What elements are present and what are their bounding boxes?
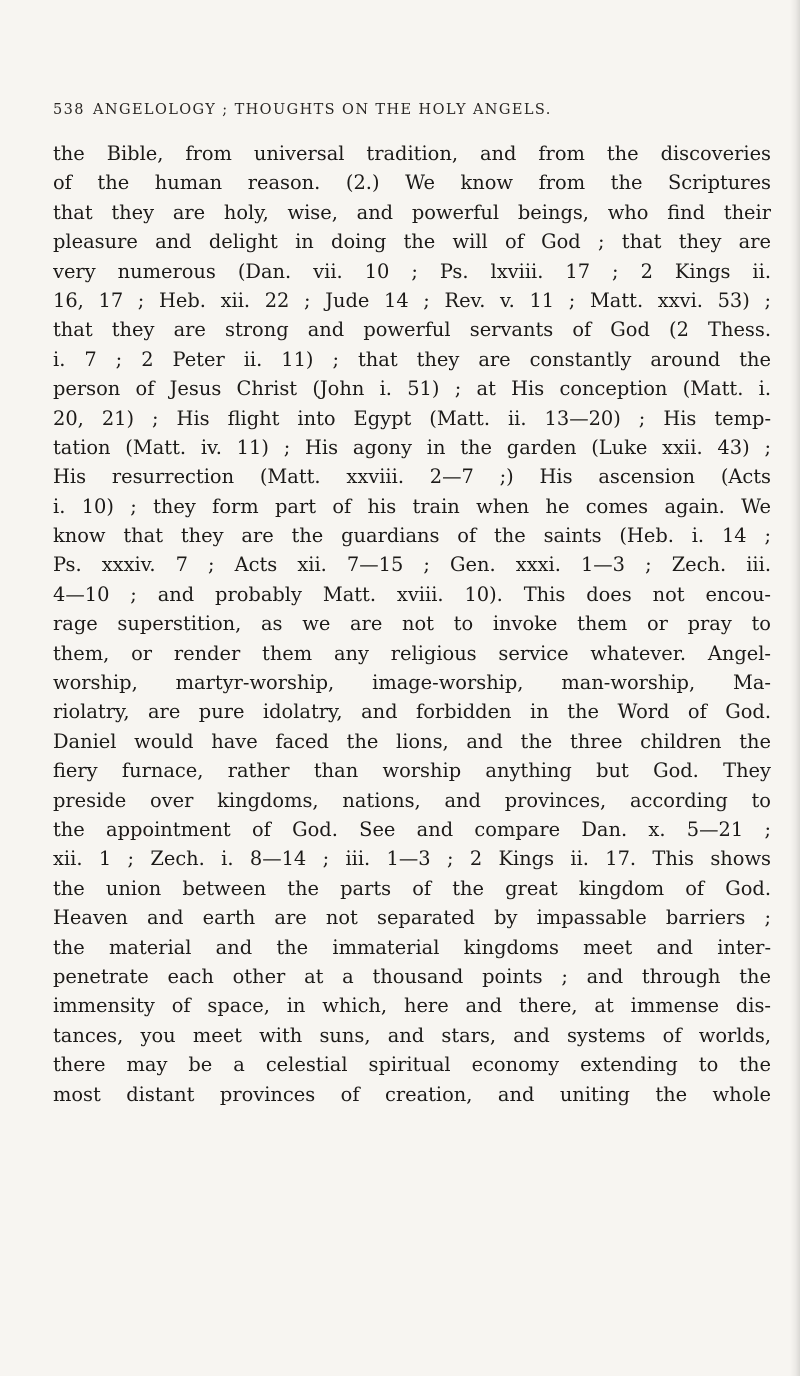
text-line: worship, martyr-worship, image-worship, man-worship, Ma- (53, 671, 771, 695)
text-line: person of Jesus Christ (John i. 51) ; at His conception (Matt. i. (53, 377, 771, 401)
text-line: there may be a celestial spiritual economy extending to the (53, 1053, 771, 1077)
page-edge-shadow (790, 0, 800, 1376)
text-line: that they are holy, wise, and powerful beings, who find their (53, 200, 771, 224)
text-line: penetrate each other at a thousand points ; and through the (53, 964, 771, 988)
text-line: i. 10) ; they form part of his train when he comes again. We (53, 494, 771, 518)
text-line: tation (Matt. iv. 11) ; His agony in the garden (Luke xxii. 43) ; (53, 435, 771, 459)
text-line: His resurrection (Matt. xxviii. 2—7 ;) His ascension (Acts (53, 465, 771, 489)
text-line: riolatry, are pure idolatry, and forbidden in the Word of God. (53, 700, 771, 724)
running-title: ANGELOLOGY ; THOUGHTS ON THE HOLY ANGELS. (93, 102, 552, 118)
text-line: most distant provinces of creation, and uniting the whole (53, 1082, 771, 1106)
text-line: immensity of space, in which, here and there, at immense dis- (53, 994, 771, 1018)
text-line: the union between the parts of the great kingdom of God. (53, 876, 771, 900)
text-line: preside over kingdoms, nations, and provinces, according to (53, 788, 771, 812)
text-line: xii. 1 ; Zech. i. 8—14 ; iii. 1—3 ; 2 Kings ii. 17. This shows (53, 847, 771, 871)
text-line: Heaven and earth are not separated by impassable barriers ; (53, 906, 771, 930)
text-line: the material and the immaterial kingdoms meet and inter- (53, 935, 771, 959)
text-line: very numerous (Dan. vii. 10 ; Ps. lxviii. 17 ; 2 Kings ii. (53, 259, 771, 283)
text-line: of the human reason. (2.) We know from the Scriptures (53, 171, 771, 195)
text-line: fiery furnace, rather than worship anything but God. They (53, 759, 771, 783)
text-line: pleasure and delight in doing the will of God ; that they are (53, 230, 771, 254)
text-line: Ps. xxxiv. 7 ; Acts xii. 7—15 ; Gen. xxxi. 1—3 ; Zech. iii. (53, 553, 771, 577)
text-line: 16, 17 ; Heb. xii. 22 ; Jude 14 ; Rev. v. 11 ; Matt. xxvi. 53) ; (53, 288, 771, 312)
text-line: rage superstition, as we are not to invoke them or pray to (53, 612, 771, 636)
text-line: tances, you meet with suns, and stars, and systems of worlds, (53, 1023, 771, 1047)
text-line: i. 7 ; 2 Peter ii. 11) ; that they are constantly around the (53, 347, 771, 371)
text-line: the Bible, from universal tradition, and from the discoveries (53, 142, 771, 165)
running-head (53, 102, 753, 118)
text-line: 20, 21) ; His flight into Egypt (Matt. ii. 13—20) ; His temp- (53, 406, 771, 430)
body-text (53, 139, 771, 1109)
text-line: them, or render them any religious service whatever. Angel- (53, 641, 771, 665)
text-line: know that they are the guardians of the saints (Heb. i. 14 ; (53, 524, 771, 548)
text-line: that they are strong and powerful servants of God (2 Thess. (53, 318, 771, 342)
text-line: 4—10 ; and probably Matt. xviii. 10). This does not encou- (53, 582, 771, 606)
text-line: the appointment of God. See and compare Dan. x. 5—21 ; (53, 817, 771, 841)
text-line: Daniel would have faced the lions, and the three children the (53, 729, 771, 753)
page-number: 538 (53, 102, 85, 118)
